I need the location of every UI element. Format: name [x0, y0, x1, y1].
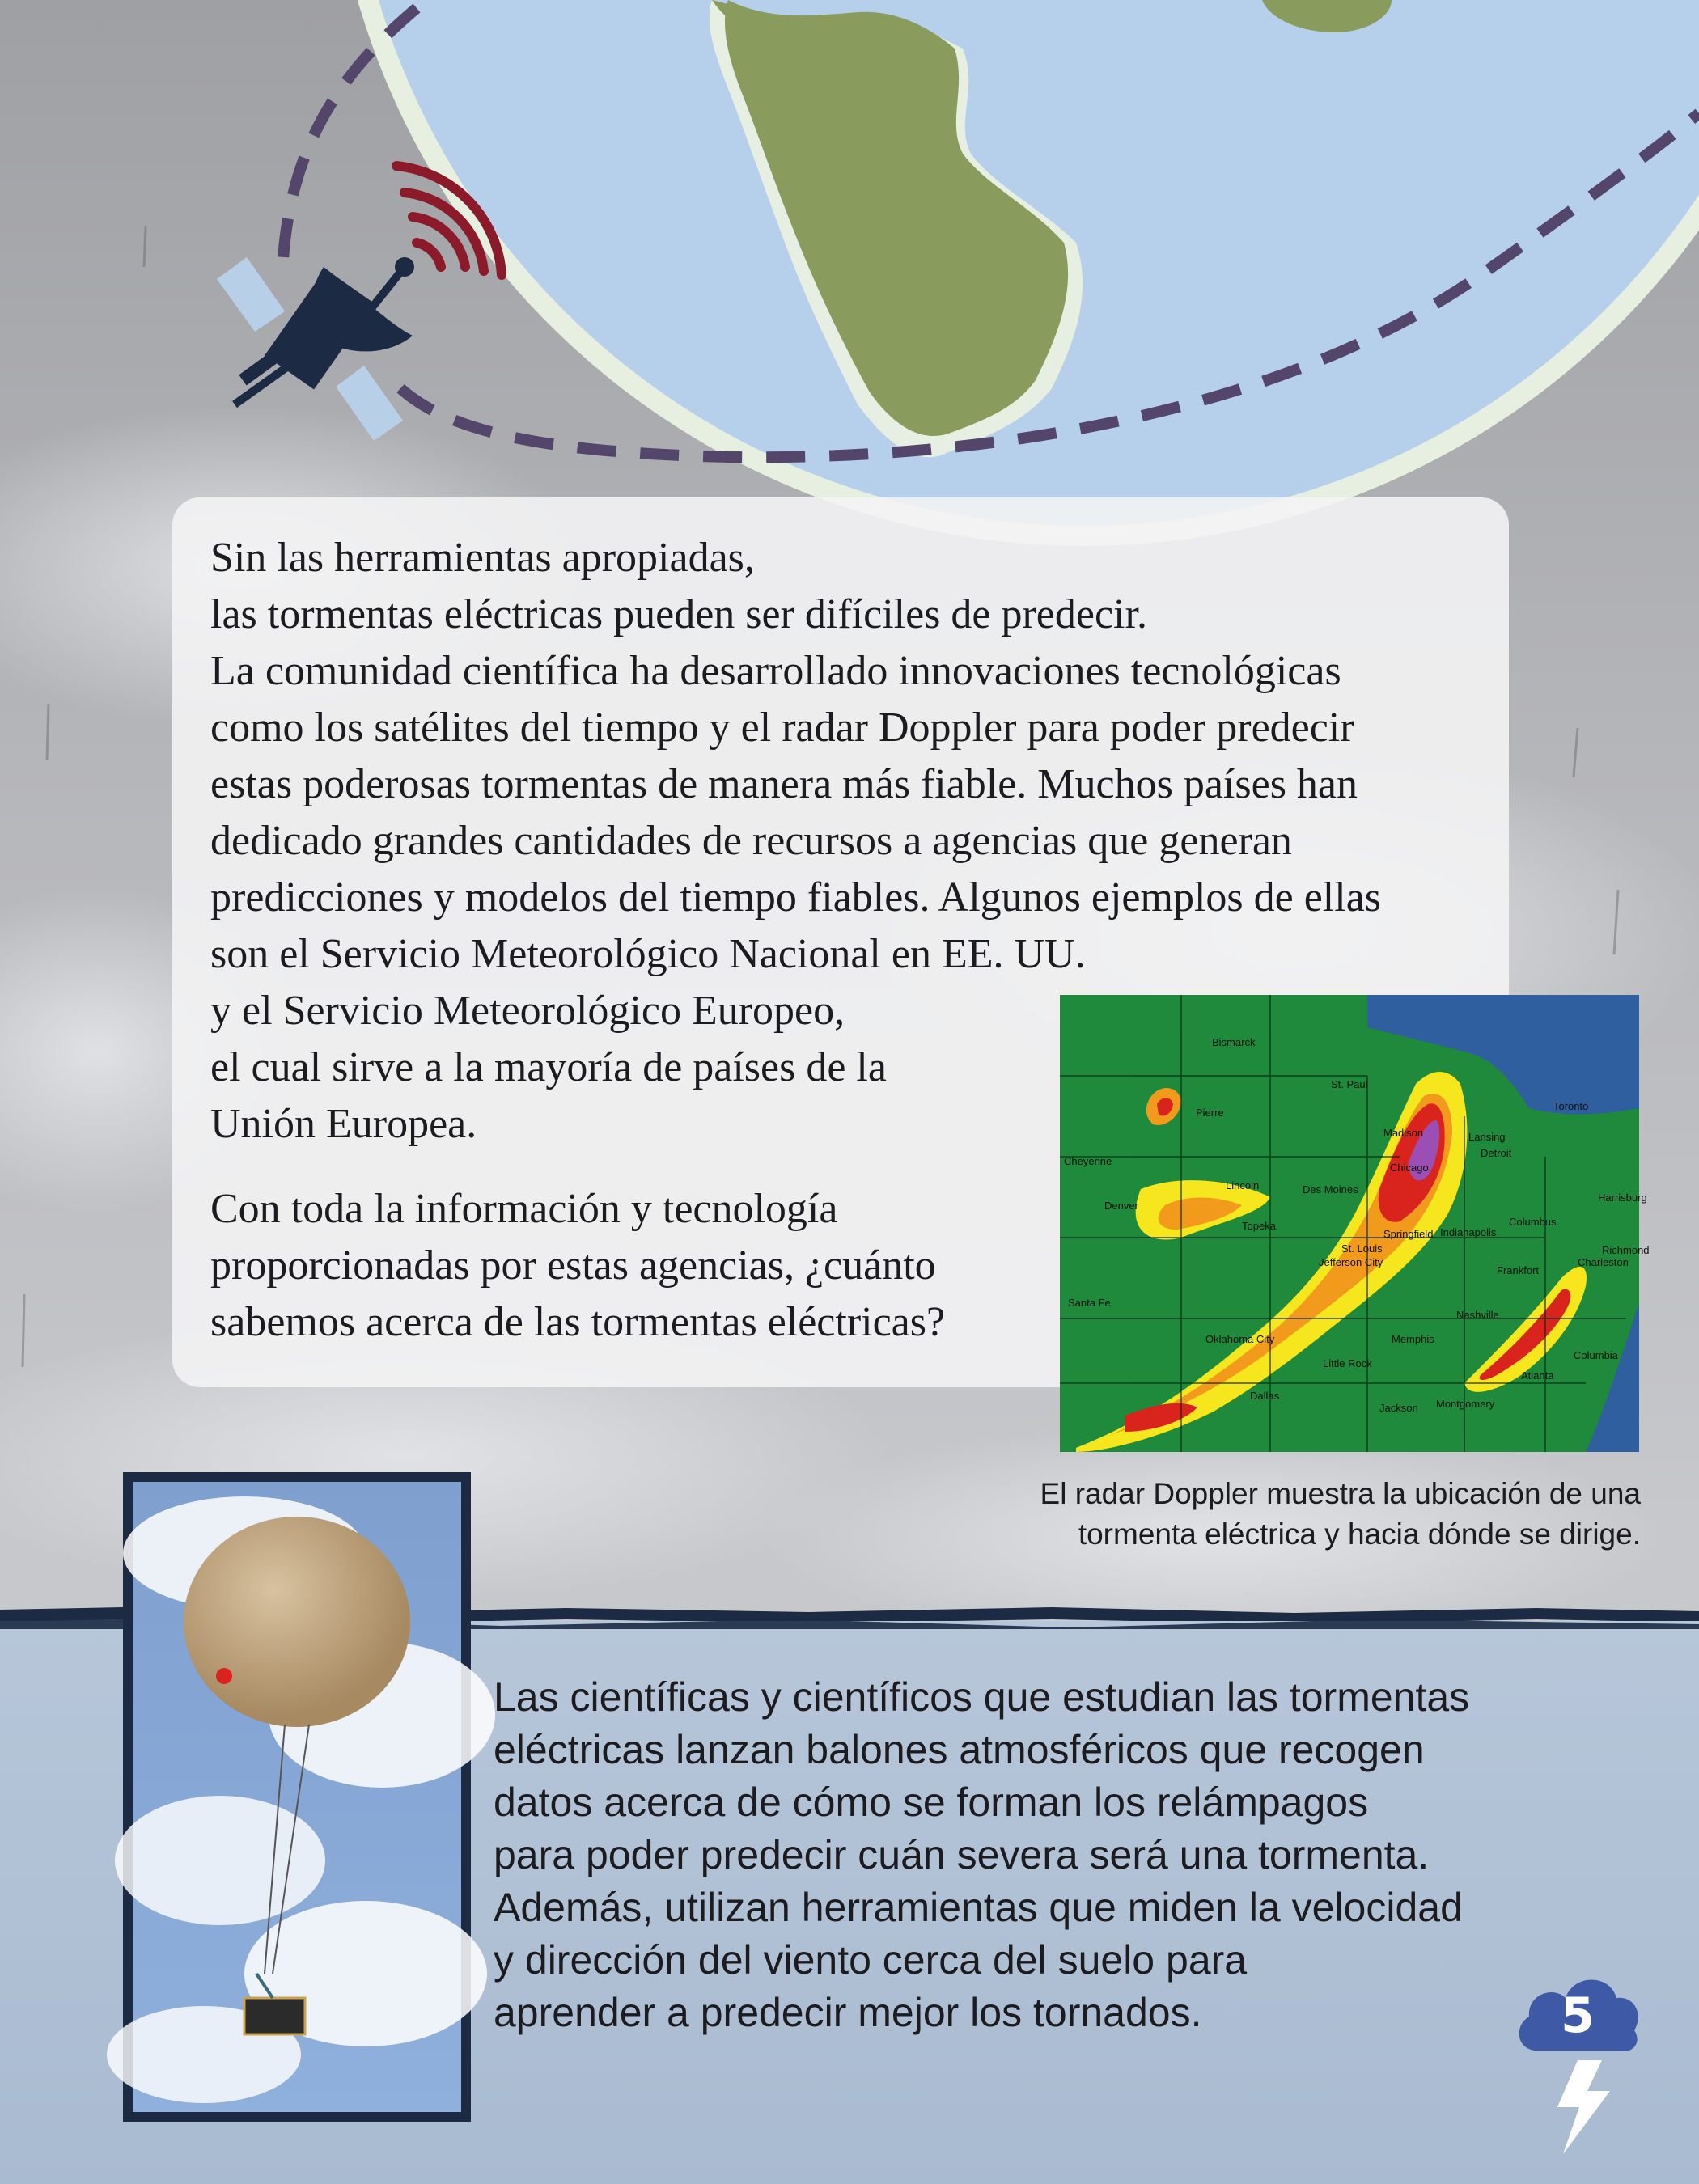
city-label: Des Moines — [1303, 1183, 1358, 1196]
city-label: Lansing — [1468, 1131, 1506, 1143]
doppler-radar-map — [1060, 995, 1650, 1452]
page-number: 5 — [1561, 1987, 1595, 2044]
city-label: Lincoln — [1226, 1179, 1260, 1191]
city-label: Pierre — [1196, 1107, 1224, 1119]
balloon-paragraph: Las científicas y científicos que estudian las tormentas eléctricas lanzan balones atmosféricos que recogen datos acerca de cómo se forman los relámpagos para poder predecir cuán severa será una tormenta. Además, utilizan herramientas que miden la velocidad y dirección del viento cerca del suelo para aprender a predecir mejor los tornados. — [494, 1674, 1470, 2035]
city-label: Nashville — [1456, 1309, 1499, 1321]
city-label: St. Louis — [1341, 1242, 1383, 1255]
city-label: Richmond — [1602, 1244, 1650, 1256]
city-label: Denver — [1104, 1200, 1138, 1212]
radar-caption: El radar Doppler muestra la ubicación de una tormenta eléctrica y hacia dónde se dirige. — [1040, 1477, 1641, 1551]
city-label: Frankfort — [1497, 1264, 1540, 1276]
city-label: Oklahoma City — [1205, 1333, 1275, 1345]
question-paragraph: Con toda la información y tecnología proporcionadas por estas agencias, ¿cuánto sabemos acerca de las tormentas eléctricas? — [210, 1186, 946, 1345]
city-label: St. Paul — [1331, 1078, 1368, 1090]
city-label: Charleston — [1578, 1256, 1629, 1268]
city-label: Santa Fe — [1068, 1297, 1111, 1309]
city-label: Toronto — [1553, 1100, 1589, 1112]
city-label: Jefferson City — [1319, 1256, 1383, 1268]
city-label: Columbus — [1509, 1216, 1557, 1228]
city-label: Dallas — [1250, 1390, 1280, 1402]
city-label: Atlanta — [1521, 1369, 1554, 1382]
city-label: Memphis — [1392, 1333, 1434, 1345]
city-label: Columbia — [1574, 1349, 1618, 1361]
city-label: Jackson — [1379, 1402, 1418, 1414]
city-label: Montgomery — [1436, 1398, 1495, 1410]
city-label: Harrisburg — [1598, 1191, 1647, 1204]
lightning-bolt-icon — [1557, 2060, 1610, 2154]
city-label: Topeka — [1242, 1220, 1276, 1232]
city-label: Springfield — [1383, 1228, 1434, 1240]
city-label: Detroit — [1481, 1147, 1512, 1159]
city-label: Cheyenne — [1064, 1155, 1112, 1167]
city-label: Little Rock — [1323, 1357, 1372, 1369]
city-label: Indianapolis — [1440, 1226, 1497, 1238]
city-label: Chicago — [1390, 1162, 1429, 1174]
city-label: Bismarck — [1212, 1036, 1256, 1048]
weather-balloon-photo — [123, 1472, 471, 2122]
intro-paragraph: Sin las herramientas apropiadas, las tormentas eléctricas pueden ser difíciles de predecir. La comunidad científica ha desarrollado innovaciones tecnológicas como los satélites del tiempo y el radar Doppler para poder predecir estas poderosas tormentas de manera más fiable. Muchos países han dedicado grandes cantidades de recursos a agencias que generan predicciones y modelos del tiempo fiables. Algunos ejemplos de ellas son el Servicio Meteorológico Nacional en EE. UU. y el Servicio Meteorológico Europeo, el cual sirve a la mayoría de países de la Unión Europea. — [210, 535, 1382, 1147]
city-label: Madison — [1383, 1127, 1424, 1139]
